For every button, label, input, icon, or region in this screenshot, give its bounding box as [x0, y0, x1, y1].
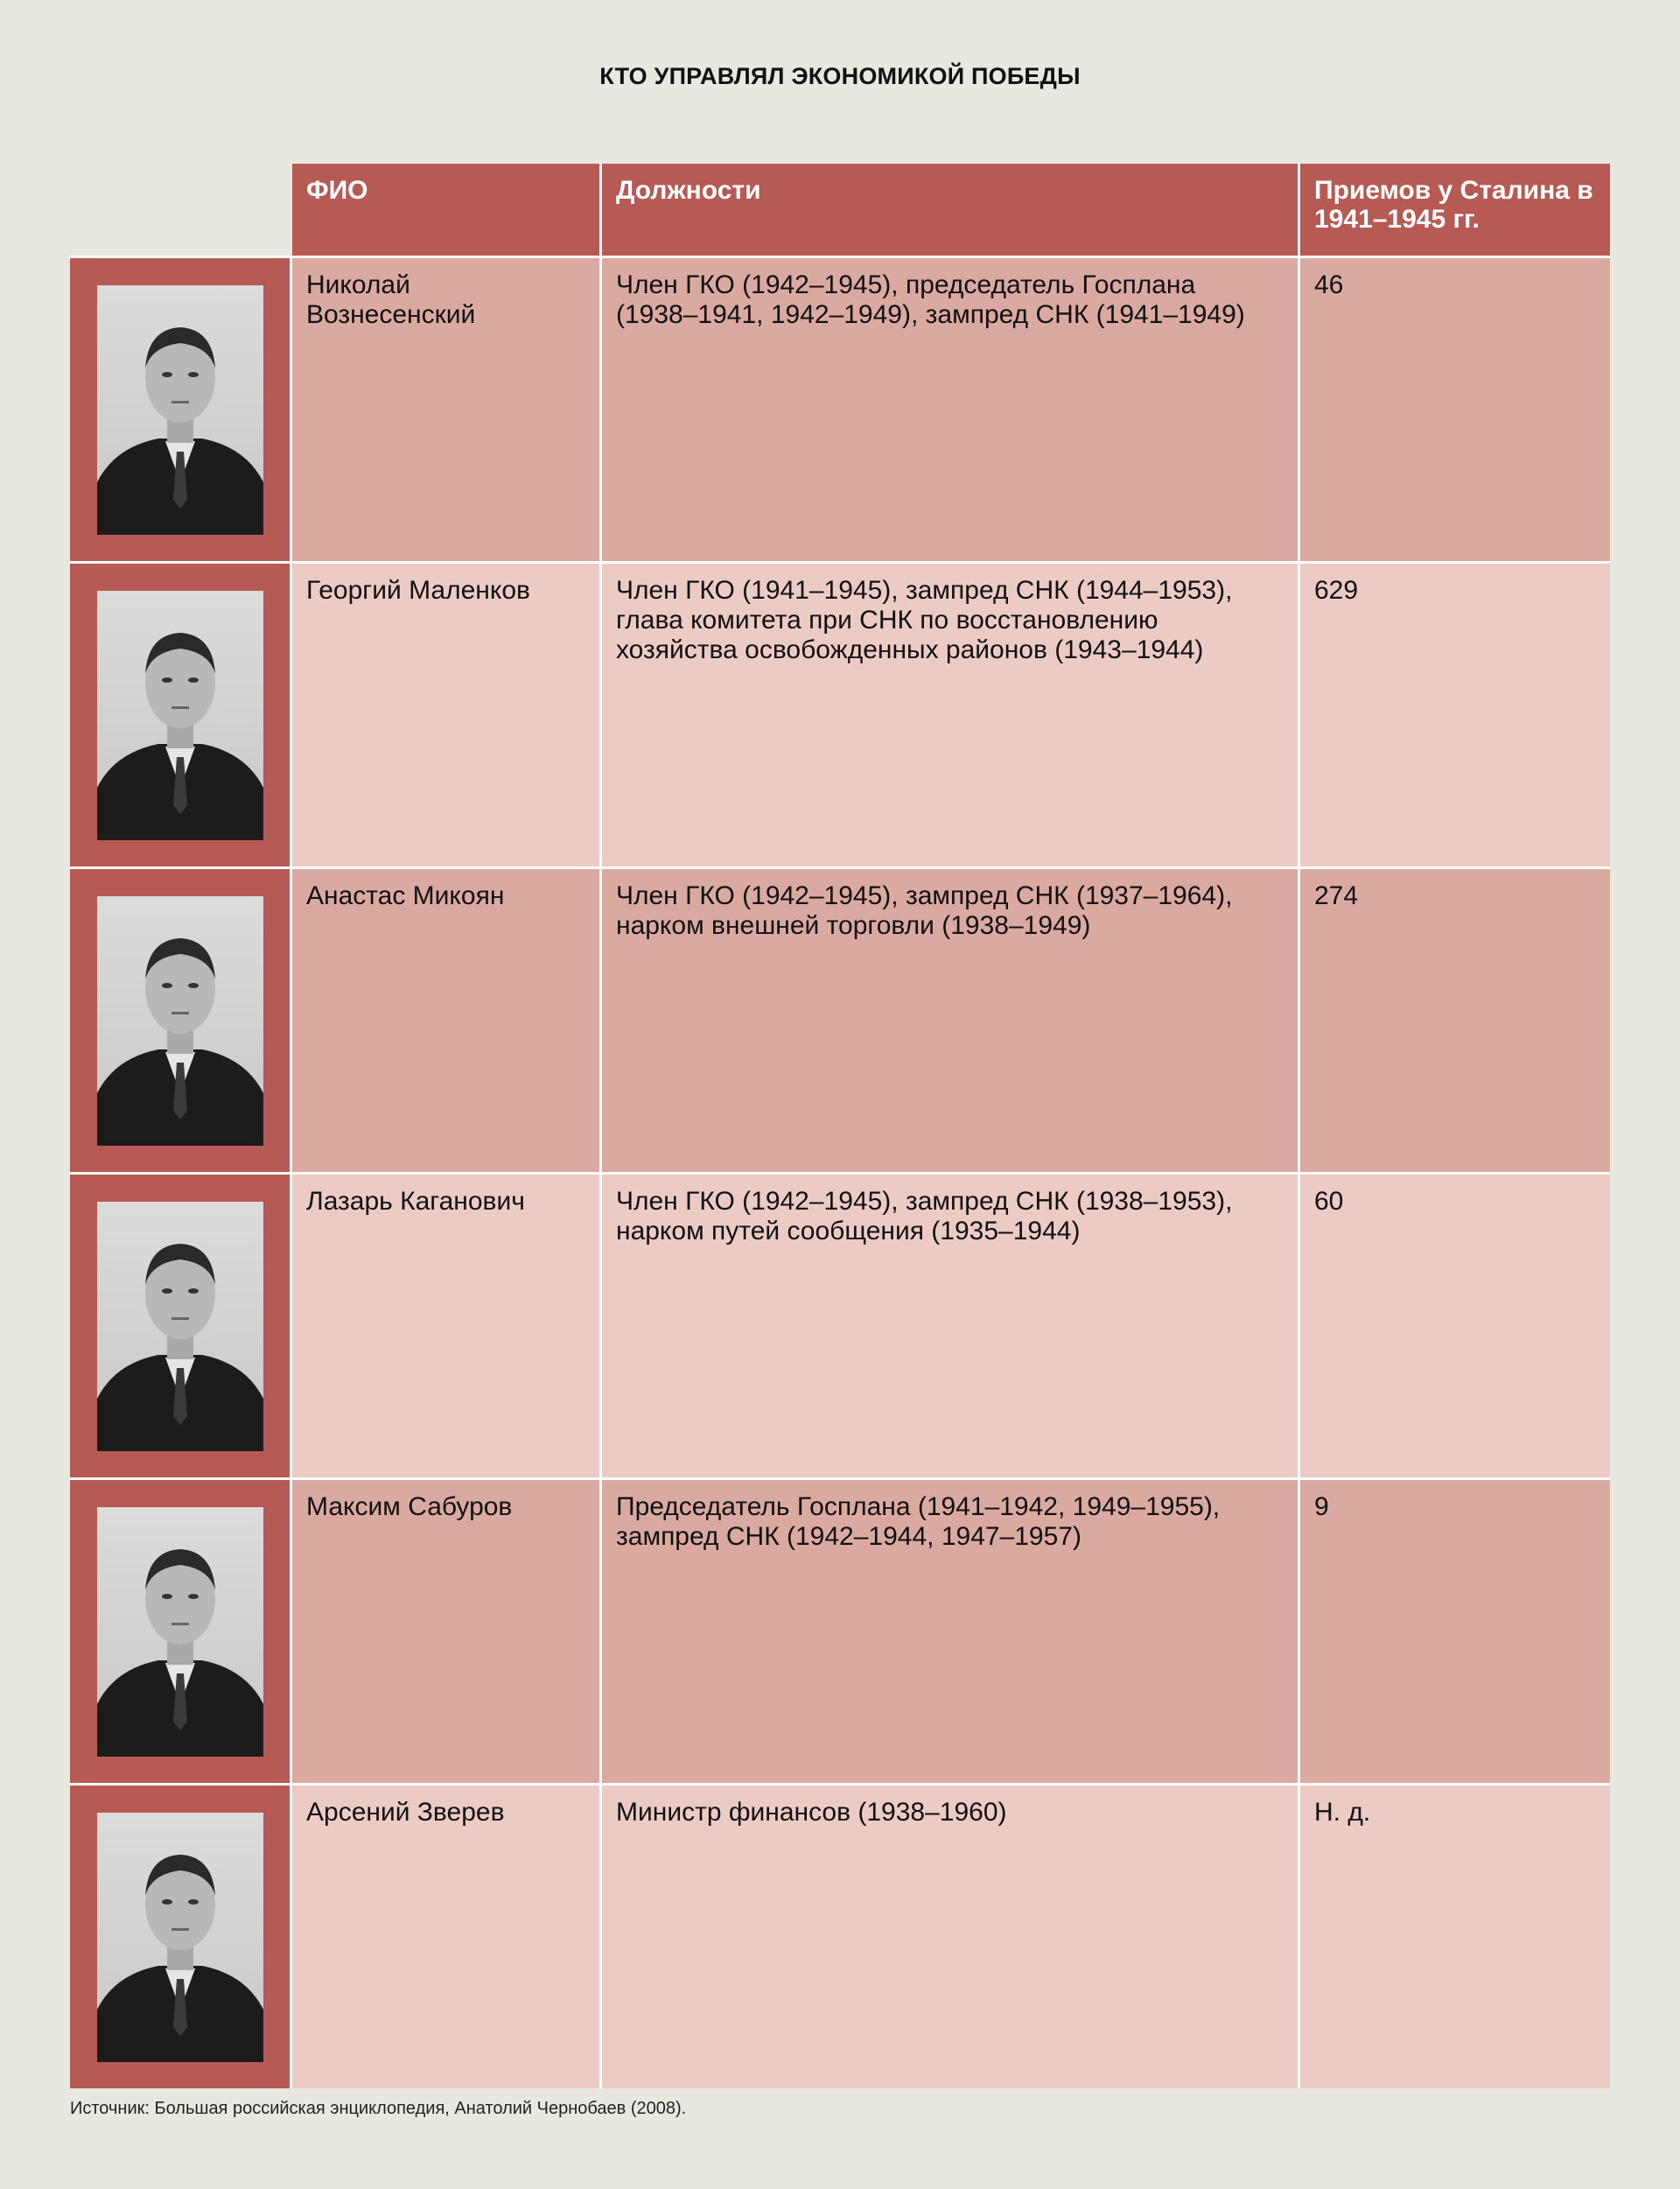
person-receptions: 274 — [1300, 869, 1610, 1172]
portrait-icon — [97, 896, 263, 1146]
person-name: Анастас Микоян — [292, 869, 602, 1172]
person-name: Николай Вознесенский — [292, 258, 602, 561]
person-positions: Член ГКО (1942–1945), председатель Госплана (1938–1941, 1942–1949), зампред СНК (1941–1949) — [602, 258, 1300, 561]
person-name: Арсений Зверев — [292, 1786, 602, 2088]
person-receptions: 60 — [1300, 1175, 1610, 1477]
person-receptions: Н. д. — [1300, 1786, 1610, 2088]
person-positions: Член ГКО (1942–1945), зампред СНК (1937–1964), нарком внешней торговли (1938–1949) — [602, 869, 1300, 1172]
table-row — [70, 869, 1610, 1175]
portrait-icon — [97, 285, 263, 535]
column-header-name: ФИО — [292, 164, 602, 256]
photo-cell — [70, 869, 292, 1172]
portrait-icon — [97, 1507, 263, 1757]
person-positions: Министр финансов (1938–1960) — [602, 1786, 1300, 2088]
table-row — [70, 1786, 1610, 2088]
person-name: Максим Сабуров — [292, 1480, 602, 1783]
person-positions: Член ГКО (1941–1945), зампред СНК (1944–1953), глава комитета при СНК по восстановлению хозяйства освобожденных районов (1943–1944) — [602, 564, 1300, 866]
page-title: КТО УПРАВЛЯЛ ЭКОНОМИКОЙ ПОБЕДЫ — [599, 63, 1081, 89]
photo-cell — [70, 564, 292, 866]
portrait-icon — [97, 1202, 263, 1451]
column-header-positions: Должности — [602, 164, 1300, 256]
leaders-table — [70, 164, 1610, 2088]
portrait-icon — [97, 1813, 263, 2062]
person-name: Лазарь Каганович — [292, 1175, 602, 1477]
column-header-receptions: Приемов у Сталина в 1941–1945 гг. — [1300, 164, 1610, 256]
table-row — [70, 258, 1610, 564]
photo-cell — [70, 1786, 292, 2088]
person-receptions: 46 — [1300, 258, 1610, 561]
person-positions: Председатель Госплана (1941–1942, 1949–1955), зампред СНК (1942–1944, 1947–1957) — [602, 1480, 1300, 1783]
photo-cell — [70, 1480, 292, 1783]
person-receptions: 9 — [1300, 1480, 1610, 1783]
table-row — [70, 564, 1610, 869]
photo-cell — [70, 1175, 292, 1477]
header-photo-spacer — [70, 164, 292, 256]
table-header-row — [70, 164, 1610, 258]
table-row — [70, 1175, 1610, 1480]
person-positions: Член ГКО (1942–1945), зампред СНК (1938–1953), нарком путей сообщения (1935–1944) — [602, 1175, 1300, 1477]
photo-cell — [70, 258, 292, 561]
person-receptions: 629 — [1300, 564, 1610, 866]
person-name: Георгий Маленков — [292, 564, 602, 866]
portrait-icon — [97, 591, 263, 840]
table-row — [70, 1480, 1610, 1786]
source-note: Источник: Большая российская энциклопедия, Анатолий Чернобаев (2008). — [70, 2099, 687, 2118]
